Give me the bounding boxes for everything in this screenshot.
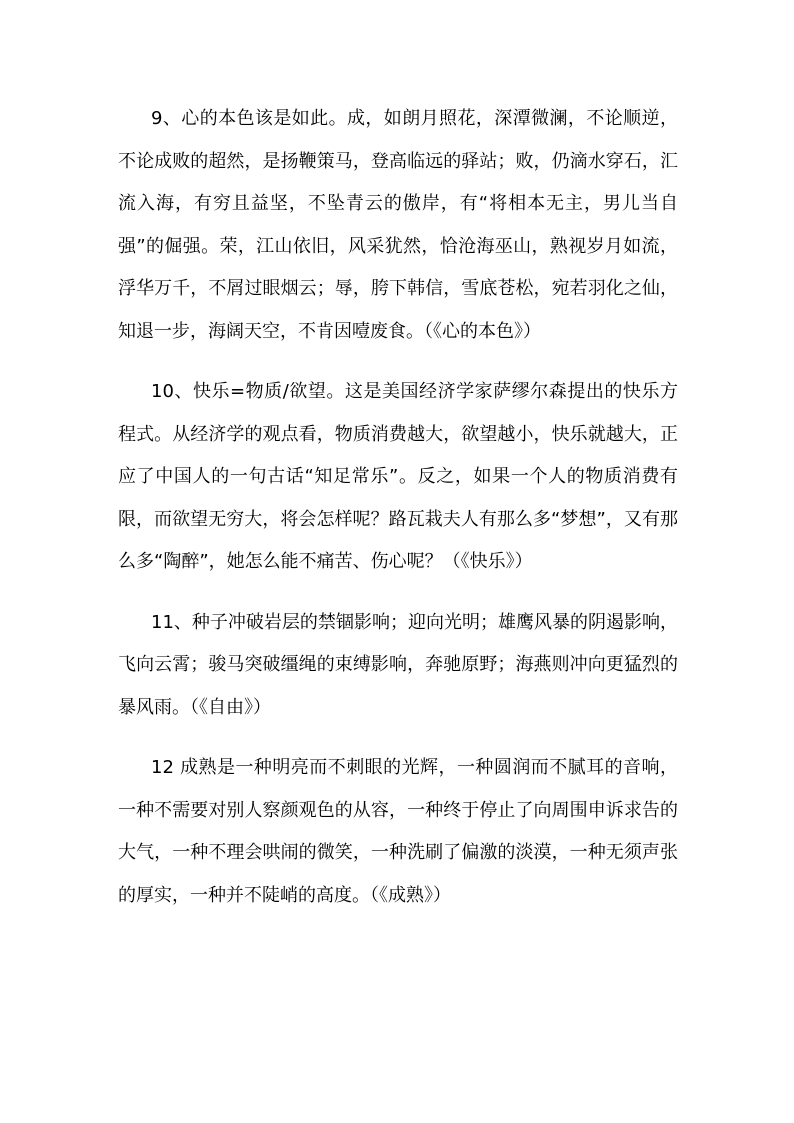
paragraph-10: 10、快乐=物质/欲望。这是美国经济学家萨缪尔森提出的快乐方程式。从经济学的观点看，物质消费越大，欲望越小，快乐就越大，正应了中国人的一句古话“知足常乐”。反之，如果一个人的物质消费有限，而欲望无穷大，将会怎样呢？路瓦栽夫人有那么多“梦想”，又有那么多“陶醉”，她怎么能不痛苦、伤心呢？（《快乐》） [118, 381, 678, 572]
paragraph-12: 12 成熟是一种明亮而不刺眼的光辉，一种圆润而不腻耳的音响，一种不需要对别人察颜观色的从容，一种终于停止了向周围申诉求告的大气，一种不理会哄闹的微笑，一种洗刷了偏激的淡漠，一种无须声张的厚实，一种并不陡峭的高度。（《成熟》） [118, 757, 678, 906]
document-body [118, 98, 678, 935]
paragraph-11: 11、种子冲破岩层的禁锢影响；迎向光明；雄鹰风暴的阴遏影响，飞向云霄；骏马突破缰绳的束缚影响，奔驰原野；海燕则冲向更猛烈的暴风雨。（《自由》） [118, 611, 678, 718]
paragraph-9: 9、心的本色该是如此。成，如朗月照花，深潭微澜，不论顺逆，不论成败的超然，是扬鞭策马，登高临远的驿站；败，仍滴水穿石，汇流入海，有穷且益坚，不坠青云的傲岸，有“将相本无主，男儿当自强”的倔强。荣，江山依旧，风采犹然，恰沧海巫山，熟视岁月如流，浮华万千，不屑过眼烟云；辱，胯下韩信，雪底苍松，宛若羽化之仙，知退一步，海阔天空，不肯因噎废食。（《心的本色》） [118, 108, 678, 342]
